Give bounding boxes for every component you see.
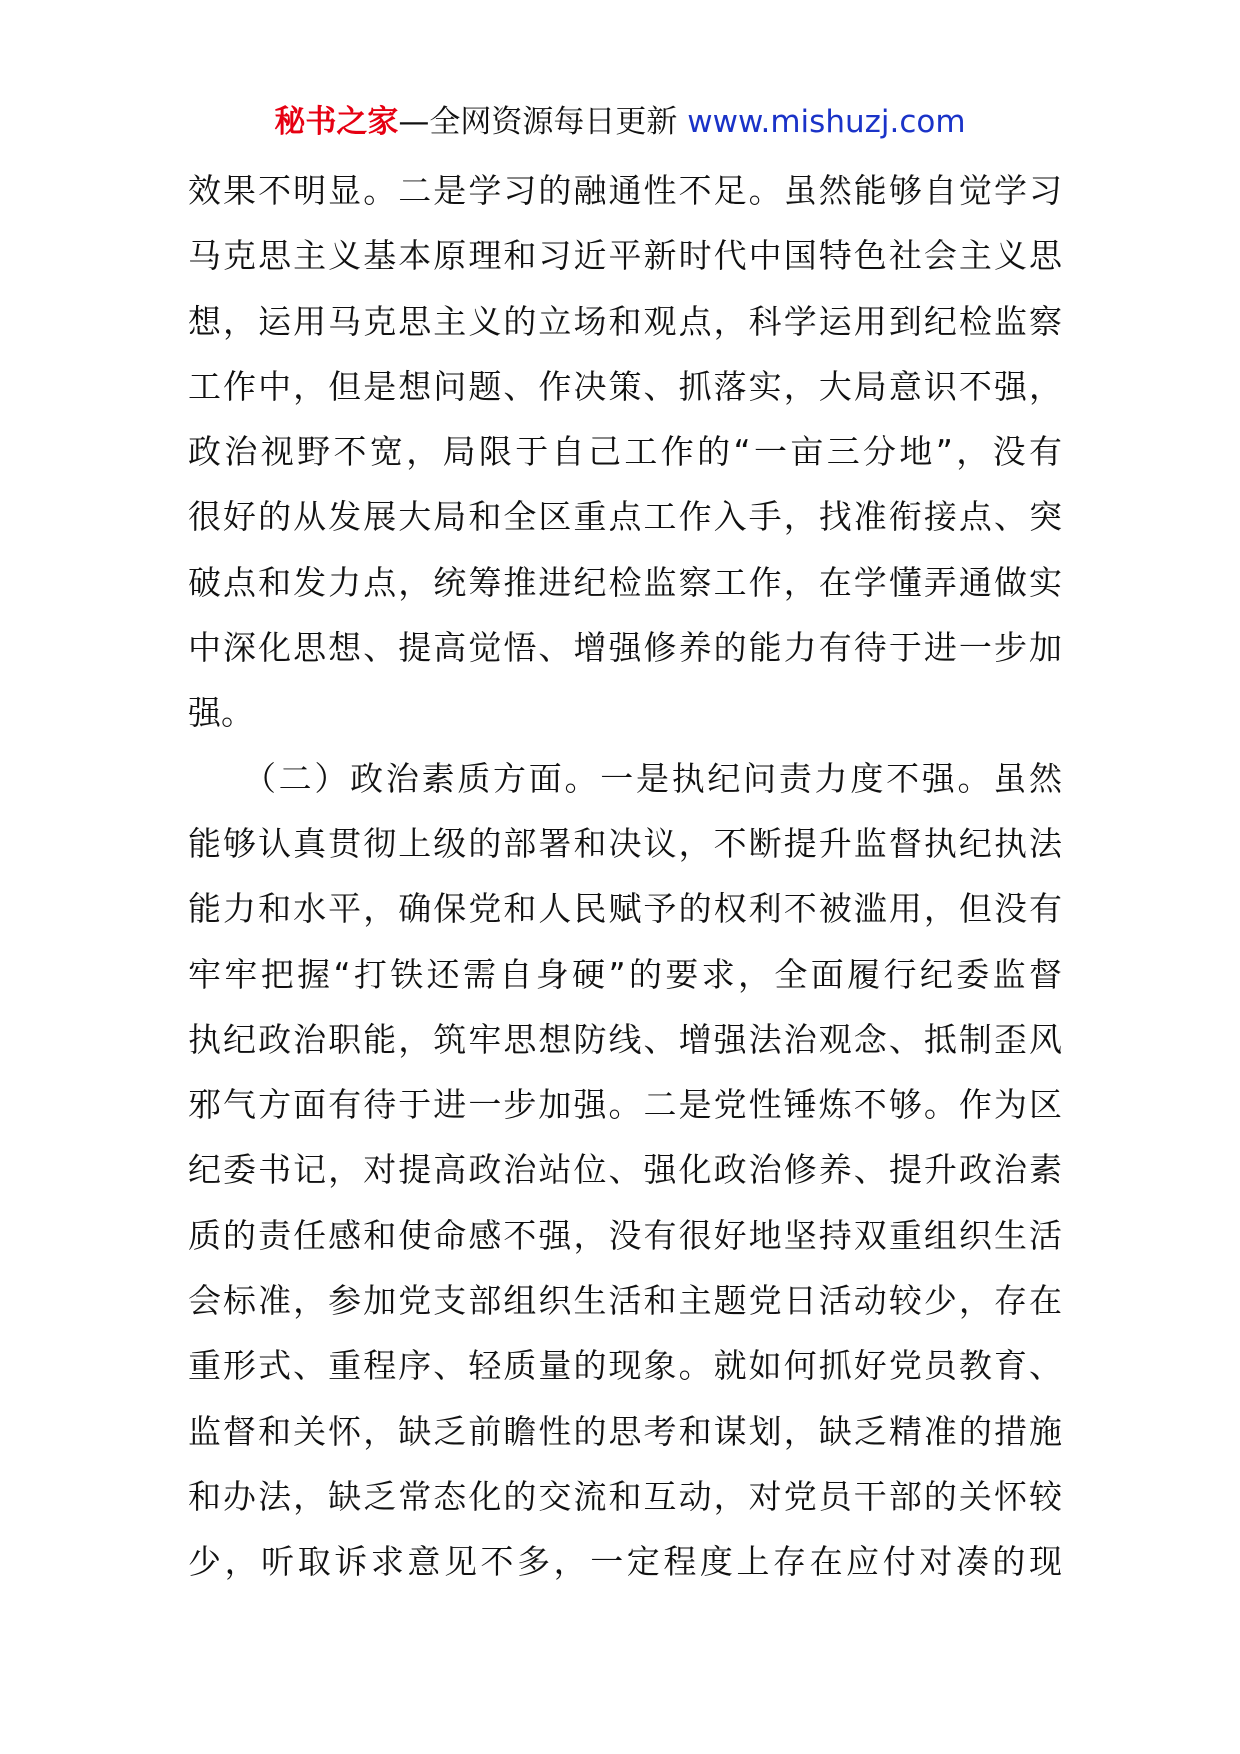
site-brand: 秘书之家	[274, 104, 399, 140]
text-line: 工作中，但是想问题、作决策、抓落实，大局意识不强，	[188, 366, 1062, 406]
text-line: 重形式、重程序、轻质量的现象。就如何抓好党员教育、	[188, 1346, 1062, 1386]
text-line: 少，听取诉求意见不多，一定程度上存在应付对凑的现	[188, 1542, 1062, 1582]
site-tagline: —全网资源每日更新	[398, 104, 688, 140]
text-line: 政治视野不宽，局限于自己工作的“一亩三分地”，没有	[188, 432, 1062, 472]
site-header	[0, 100, 1240, 144]
text-line: 和办法，缺乏常态化的交流和互动，对党员干部的关怀较	[188, 1476, 1062, 1516]
text-line: 能够认真贯彻上级的部署和决议，不断提升监督执纪执法	[188, 823, 1062, 863]
text-line: 邪气方面有待于进一步加强。二是党性锤炼不够。作为区	[188, 1085, 1062, 1125]
text-line: 质的责任感和使命感不强，没有很好地坚持双重组织生活	[188, 1215, 1062, 1255]
text-line: 效果不明显。二是学习的融通性不足。虽然能够自觉学习	[188, 171, 1062, 210]
text-line: 监督和关怀，缺乏前瞻性的思考和谋划，缺乏精准的措施	[188, 1411, 1062, 1451]
site-url-link[interactable]: www.mishuzj.com	[687, 104, 966, 140]
text-line: 能力和水平，确保党和人民赋予的权利不被滥用，但没有	[188, 889, 1062, 929]
text-line: 会标准，参加党支部组织生活和主题党日活动较少，存在	[188, 1281, 1062, 1321]
text-line: 牢牢把握“打铁还需自身硬”的要求，全面履行纪委监督	[188, 954, 1062, 994]
text-line: 执纪政治职能，筑牢思想防线、增强法治观念、抵制歪风	[188, 1019, 1062, 1059]
text-line: （二）政治素质方面。一是执纪问责力度不强。虽然	[188, 758, 1062, 798]
document-body	[188, 158, 1062, 1595]
text-line: 纪委书记，对提高政治站位、强化政治修养、提升政治素	[188, 1150, 1062, 1190]
text-line: 强。	[188, 693, 254, 733]
text-line: 马克思主义基本原理和习近平新时代中国特色社会主义思	[188, 236, 1062, 276]
text-line: 破点和发力点，统筹推进纪检监察工作，在学懂弄通做实	[188, 562, 1062, 602]
text-line: 很好的从发展大局和全区重点工作入手，找准衔接点、突	[188, 497, 1062, 537]
text-line: 中深化思想、提高觉悟、增强修养的能力有待于进一步加	[188, 628, 1062, 668]
text-line: 想，运用马克思主义的立场和观点，科学运用到纪检监察	[188, 301, 1062, 341]
